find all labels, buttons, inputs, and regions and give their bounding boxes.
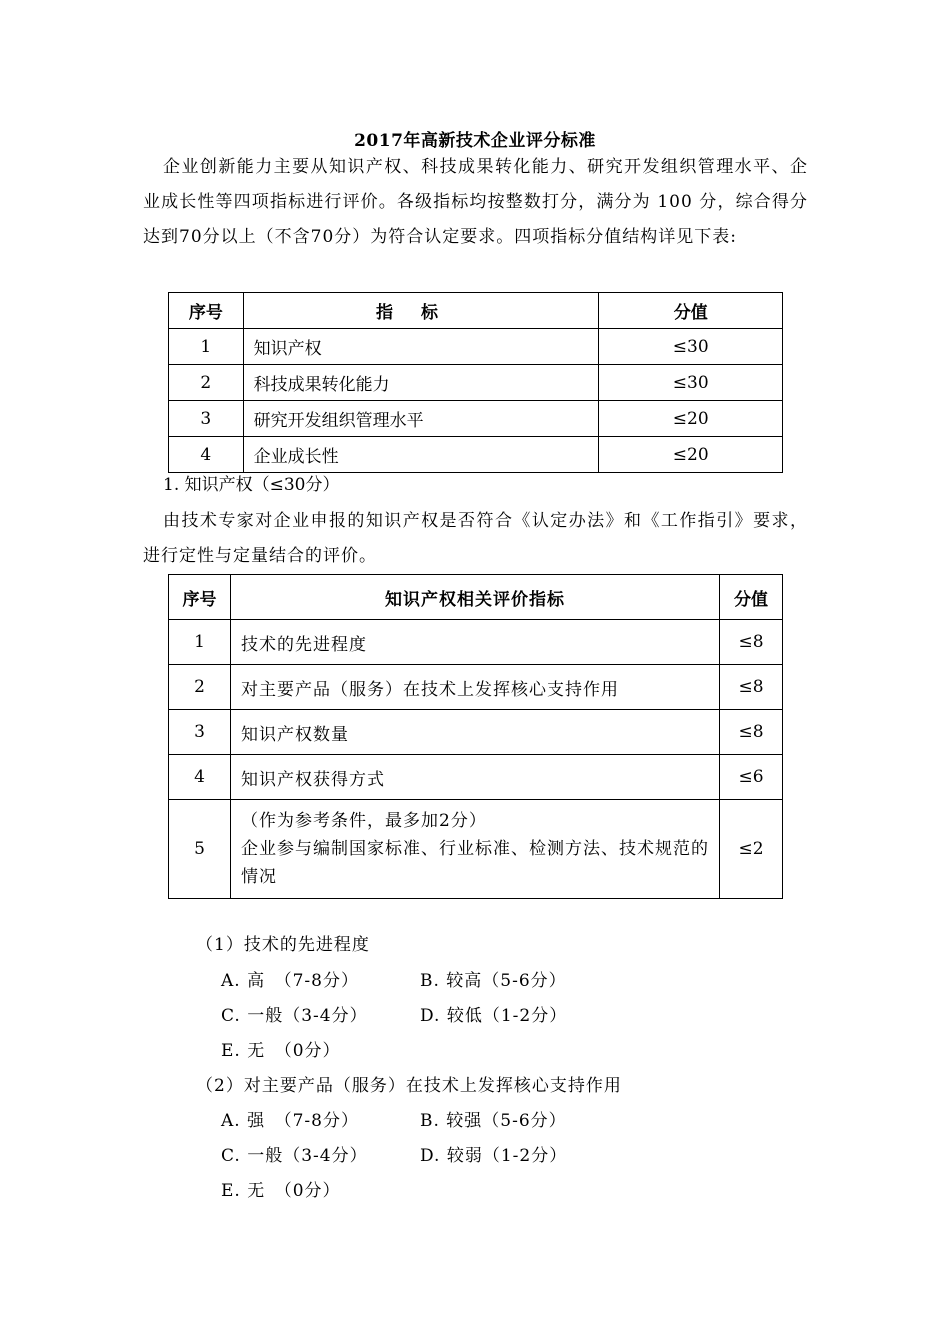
col-header-indicator: 指标 — [243, 293, 599, 329]
ip-evaluation-table — [168, 574, 783, 899]
row-number: 1 — [169, 329, 244, 365]
row-score: ≤6 — [720, 755, 783, 800]
row-number: 5 — [169, 800, 231, 899]
row-criterion: 对主要产品（服务）在技术上发挥核心支持作用 — [231, 665, 720, 710]
row-criterion — [231, 800, 720, 899]
criterion-option: D. 较低（1-2分） — [420, 1006, 568, 1026]
row-number: 1 — [169, 620, 231, 665]
criterion-option: C. 一般（3-4分） — [221, 1146, 368, 1166]
table-row — [169, 365, 783, 401]
table-row — [169, 755, 783, 800]
criterion-option: E. 无 （0分） — [221, 1041, 341, 1061]
row-score: ≤20 — [599, 401, 783, 437]
row-indicator: 知识产权 — [243, 329, 599, 365]
row-criterion: 知识产权获得方式 — [231, 755, 720, 800]
table-row — [169, 437, 783, 473]
col-header-score: 分值 — [720, 575, 783, 620]
row-number: 4 — [169, 437, 244, 473]
row-number: 4 — [169, 755, 231, 800]
table-row — [169, 710, 783, 755]
row-number: 2 — [169, 665, 231, 710]
col-header-score: 分值 — [599, 293, 783, 329]
row-criterion: 知识产权数量 — [231, 710, 720, 755]
row-indicator: 企业成长性 — [243, 437, 599, 473]
row-criterion: 技术的先进程度 — [231, 620, 720, 665]
row-score: ≤8 — [720, 665, 783, 710]
row-number: 3 — [169, 710, 231, 755]
criterion-option: A. 高 （7-8分） — [221, 971, 359, 991]
row-number: 2 — [169, 365, 244, 401]
table-row — [169, 620, 783, 665]
row-score: ≤8 — [720, 620, 783, 665]
criterion-option: E. 无 （0分） — [221, 1181, 341, 1201]
intro-paragraph: 企业创新能力主要从知识产权、科技成果转化能力、研究开发组织管理水平、企业成长性等四项指标进行评价。各级指标均按整数打分，满分为 100 分，综合得分达到70分以上（不含70分）为符合认定要求。四项指标分值结构详见下表: — [143, 157, 808, 247]
row-score: ≤30 — [599, 329, 783, 365]
criterion-option: B. 较高（5-6分） — [420, 971, 567, 991]
table-row — [169, 800, 783, 899]
table-row — [169, 401, 783, 437]
criterion-option: B. 较强（5-6分） — [420, 1111, 567, 1131]
row-score: ≤2 — [720, 800, 783, 899]
row-score: ≤20 — [599, 437, 783, 473]
criterion-heading: （1）技术的先进程度 — [196, 935, 370, 955]
col-header-number: 序号 — [169, 293, 244, 329]
indicator-score-table — [168, 292, 783, 473]
standards-participation-text: 企业参与编制国家标准、行业标准、检测方法、技术规范的情况 — [241, 839, 709, 887]
row-score: ≤30 — [599, 365, 783, 401]
row-indicator: 科技成果转化能力 — [243, 365, 599, 401]
table-header-row — [169, 575, 783, 620]
row-score: ≤8 — [720, 710, 783, 755]
table-row — [169, 665, 783, 710]
table-row — [169, 329, 783, 365]
reference-condition-note: （作为参考条件，最多加2分） — [241, 811, 487, 831]
col-header-number: 序号 — [169, 575, 231, 620]
row-indicator: 研究开发组织管理水平 — [243, 401, 599, 437]
page-title: 2017年高新技术企业评分标准 — [354, 131, 596, 151]
col-header-criterion: 知识产权相关评价指标 — [231, 575, 720, 620]
criterion-option: D. 较弱（1-2分） — [420, 1146, 568, 1166]
row-number: 3 — [169, 401, 244, 437]
criterion-heading: （2）对主要产品（服务）在技术上发挥核心支持作用 — [196, 1076, 622, 1096]
criterion-option: A. 强 （7-8分） — [221, 1111, 359, 1131]
criterion-option: C. 一般（3-4分） — [221, 1006, 368, 1026]
table-header-row — [169, 293, 783, 329]
section-paragraph-ip: 由技术专家对企业申报的知识产权是否符合《认定办法》和《工作指引》要求，进行定性与定量结合的评价。 — [143, 511, 808, 566]
section-heading-ip: 1. 知识产权（≤30分） — [163, 475, 340, 495]
